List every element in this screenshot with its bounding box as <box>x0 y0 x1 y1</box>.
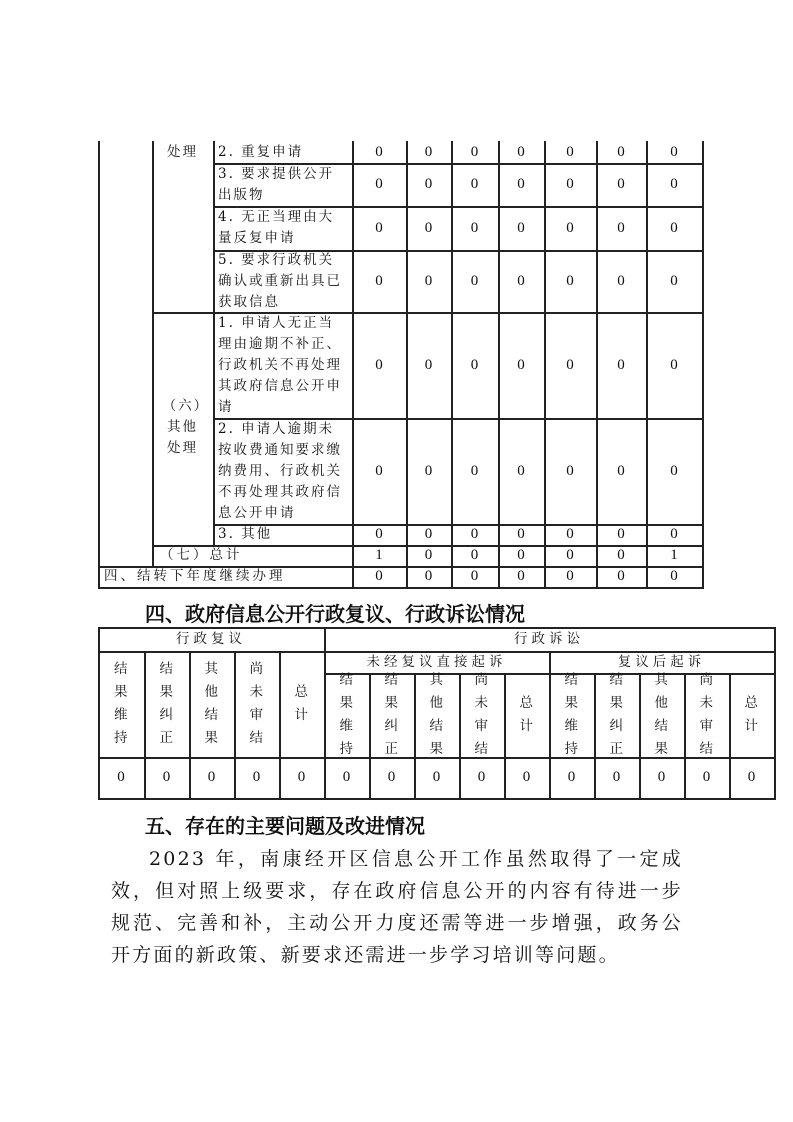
table-cell-text: 0 <box>566 219 574 236</box>
table-cell-text: 0 <box>617 526 625 542</box>
row-label <box>213 141 352 163</box>
after-review-column-header <box>729 673 774 757</box>
review-column-header-text: 结果纠正 <box>159 661 175 746</box>
table-cell <box>406 141 451 163</box>
table-cell <box>406 312 451 418</box>
table-cell-text: 0 <box>375 219 383 236</box>
row-label-text: 1. 申请人无正当理由逾期不补正、行政机关不再处理其政府信息公开申请 <box>218 314 342 415</box>
row-label <box>213 524 352 545</box>
total-row-label <box>152 545 352 566</box>
review-value-cell <box>279 757 324 798</box>
after-review-value-cell-text: 0 <box>747 769 756 785</box>
table-cell <box>646 524 702 545</box>
table-cell <box>498 312 544 418</box>
table-cell <box>451 524 498 545</box>
carryover-cell <box>352 566 406 587</box>
table-cell <box>352 312 406 418</box>
table-cell <box>596 524 646 545</box>
after-review-column-header-text: 尚未审结 <box>699 672 715 757</box>
row-label <box>213 418 352 524</box>
direct-column-header-text: 结果纠正 <box>384 672 400 757</box>
table-cell-text: 0 <box>670 143 678 160</box>
direct-value-cell-text: 0 <box>432 769 441 785</box>
direct-value-cell-text: 0 <box>342 769 351 785</box>
table-cell <box>646 418 702 524</box>
table-cell-text: 0 <box>517 219 525 236</box>
table-cell-text: 0 <box>566 356 574 373</box>
review-column-header-text: 其他结果 <box>204 661 220 746</box>
table-cell-text: 0 <box>517 176 525 192</box>
table-cell-text: 0 <box>424 143 433 160</box>
table-cell-text: 0 <box>424 219 433 236</box>
row-label-text: 5. 要求行政机关确认或重新出具已获取信息 <box>218 251 342 310</box>
table-cell-text: 0 <box>424 272 433 289</box>
table-cell-text: 0 <box>375 462 383 479</box>
table-cell-text: 0 <box>424 462 433 479</box>
table-cell-text: 0 <box>670 356 678 373</box>
direct-column-header <box>369 673 414 757</box>
total-cell-text: 0 <box>566 547 574 563</box>
table-cell <box>498 163 544 206</box>
table-cell-text: 0 <box>566 462 574 479</box>
carryover-cell <box>596 566 646 587</box>
review-column-header-text: 尚未审结 <box>249 661 265 746</box>
table-cell-text: 0 <box>670 272 678 289</box>
after-review-suit-header-text: 复议后起诉 <box>617 653 706 670</box>
table-cell <box>406 250 451 312</box>
review-column-header-text: 总计 <box>294 684 310 723</box>
section-4-heading: 四、政府信息公开行政复议、行政诉讼情况 <box>145 602 525 626</box>
table-cell <box>646 250 702 312</box>
total-cell <box>451 545 498 566</box>
table-rule <box>98 141 100 589</box>
after-review-column-header-text: 结果纠正 <box>609 672 625 757</box>
section-5-paragraph: 2023 年，南康经开区信息公开工作虽然取得了一定成效，但对照上级要求，存在政府信息公开的内容有待进一步规范、完善和补，主动公开力度还需等进一步增强，政务公开方面的新政策、新要求还需进一步学习培训等问题。 <box>111 848 683 966</box>
table-cell-text: 0 <box>670 176 678 192</box>
table-cell <box>451 250 498 312</box>
total-cell <box>498 545 544 566</box>
table-cell <box>498 141 544 163</box>
total-cell-text: 1 <box>375 547 383 563</box>
carryover-row-label <box>98 566 352 587</box>
after-review-value-cell-text: 0 <box>612 769 621 785</box>
direct-value-cell-text: 0 <box>477 769 486 785</box>
table-cell <box>544 418 596 524</box>
table-cell-text: 0 <box>470 272 479 289</box>
review-value-cell-text: 0 <box>162 769 171 785</box>
after-review-value-cell <box>729 757 774 798</box>
table-cell <box>498 250 544 312</box>
total-row-label-text: （七）总计 <box>160 547 243 563</box>
carryover-cell <box>544 566 596 587</box>
direct-column-header-text: 尚未审结 <box>474 672 490 757</box>
after-review-column-header <box>549 673 594 757</box>
table-cell-text: 0 <box>566 526 574 542</box>
table-cell-text: 0 <box>517 462 525 479</box>
direct-column-header <box>324 673 369 757</box>
row-label-text: 2. 申请人逾期未按收费通知要求缴纳费用、行政机关不再处理其政府信息公开申请 <box>218 420 342 521</box>
carryover-cell-text: 0 <box>566 568 574 584</box>
table-cell <box>596 418 646 524</box>
direct-value-cell-text: 0 <box>522 769 531 785</box>
table-cell-text: 0 <box>470 143 479 160</box>
row-label-text: 3. 其他 <box>218 526 273 542</box>
table-cell <box>451 418 498 524</box>
table-cell <box>544 312 596 418</box>
table-cell-text: 0 <box>470 462 479 479</box>
after-review-column-header-text: 总计 <box>744 695 760 734</box>
direct-column-header <box>459 673 504 757</box>
after-review-value-cell <box>594 757 639 798</box>
after-review-column-header-text: 结果维持 <box>564 672 580 757</box>
carryover-cell <box>498 566 544 587</box>
after-review-column-header <box>594 673 639 757</box>
table-cell <box>451 163 498 206</box>
row-label <box>213 250 352 312</box>
table-cell-text: 0 <box>670 462 678 479</box>
review-value-cell-text: 0 <box>252 769 261 785</box>
table-cell <box>544 141 596 163</box>
direct-value-cell <box>369 757 414 798</box>
table-cell <box>544 250 596 312</box>
after-review-value-cell-text: 0 <box>702 769 711 785</box>
table-cell <box>451 206 498 250</box>
total-cell <box>646 545 702 566</box>
review-value-cell-text: 0 <box>297 769 306 785</box>
group-label-other <box>152 312 213 545</box>
row-label <box>213 206 352 250</box>
table-cell-text: 0 <box>375 356 383 373</box>
table-cell <box>352 206 406 250</box>
after-review-value-cell-text: 0 <box>657 769 666 785</box>
review-value-cell-text: 0 <box>117 769 125 785</box>
carryover-cell-text: 0 <box>617 568 625 584</box>
table-cell <box>596 312 646 418</box>
table-cell-text: 0 <box>617 272 625 289</box>
table-cell-text: 0 <box>375 176 383 192</box>
table-cell-text: 0 <box>566 272 574 289</box>
table-cell <box>406 163 451 206</box>
table-cell-text: 0 <box>617 143 625 160</box>
direct-value-cell <box>459 757 504 798</box>
review-value-cell <box>144 757 189 798</box>
table-cell-text: 0 <box>517 526 525 542</box>
group-label-chuli <box>152 141 213 163</box>
table-cell-text: 0 <box>517 272 525 289</box>
table-cell-text: 0 <box>517 143 525 160</box>
after-review-value-cell <box>684 757 729 798</box>
section-5-heading: 五、存在的主要问题及改进情况 <box>145 814 425 838</box>
total-cell <box>544 545 596 566</box>
table-cell <box>406 418 451 524</box>
table-cell-text: 0 <box>375 143 383 160</box>
after-review-value-cell <box>639 757 684 798</box>
total-cell <box>596 545 646 566</box>
review-value-cell <box>189 757 234 798</box>
total-cell-text: 0 <box>517 547 525 563</box>
row-label <box>213 312 352 418</box>
table-cell <box>352 418 406 524</box>
table-cell-text: 0 <box>375 526 383 542</box>
total-cell-text: 0 <box>424 547 433 563</box>
direct-column-header-text: 结果维持 <box>339 672 355 757</box>
table-cell <box>498 418 544 524</box>
table-cell <box>544 206 596 250</box>
total-cell-text: 0 <box>470 547 479 563</box>
table-cell <box>544 163 596 206</box>
table-cell <box>646 141 702 163</box>
review-column-header <box>98 651 144 757</box>
after-review-column-header <box>639 673 684 757</box>
row-label-text: 2. 重复申请 <box>218 143 304 160</box>
after-review-value-cell-text: 0 <box>567 769 576 785</box>
direct-value-cell <box>414 757 459 798</box>
table-cell <box>352 141 406 163</box>
table-cell <box>451 141 498 163</box>
row-label-text: 4. 无正当理由大量反复申请 <box>218 209 335 246</box>
table-cell <box>596 250 646 312</box>
row-label-text: 3. 要求提供公开出版物 <box>218 165 335 203</box>
carryover-cell-text: 0 <box>670 568 678 584</box>
table-cell-text: 0 <box>424 356 433 373</box>
review-column-header <box>279 651 324 757</box>
direct-value-cell <box>324 757 369 798</box>
table-cell <box>352 250 406 312</box>
table-cell-text: 0 <box>375 272 383 289</box>
carryover-cell-text: 0 <box>470 568 479 584</box>
table-cell-text: 0 <box>617 176 625 192</box>
table-cell-text: 0 <box>470 526 479 542</box>
table-cell <box>596 206 646 250</box>
table-cell <box>406 524 451 545</box>
carryover-cell <box>646 566 702 587</box>
total-cell <box>352 545 406 566</box>
carryover-cell <box>451 566 498 587</box>
table-cell <box>596 163 646 206</box>
direct-value-cell-text: 0 <box>387 769 396 785</box>
after-review-column-header-text: 其他结果 <box>654 672 670 757</box>
table-cell <box>544 524 596 545</box>
review-value-cell-text: 0 <box>207 769 216 785</box>
table-cell-text: 0 <box>424 176 433 192</box>
row-label <box>213 163 352 206</box>
table-cell <box>406 206 451 250</box>
after-review-value-cell <box>549 757 594 798</box>
table-cell-text: 0 <box>517 356 525 373</box>
table-cell-text: 0 <box>470 219 479 236</box>
direct-suit-header-text: 未经复议直接起诉 <box>366 653 507 670</box>
carryover-cell-text: 0 <box>424 568 433 584</box>
review-value-cell <box>98 757 144 798</box>
direct-value-cell <box>504 757 549 798</box>
group-label-other-text: （六）其他处理 <box>162 398 203 456</box>
direct-column-header <box>414 673 459 757</box>
litigation-header <box>324 627 774 651</box>
review-value-cell <box>234 757 279 798</box>
table-cell <box>352 524 406 545</box>
after-review-column-header <box>684 673 729 757</box>
table-cell-text: 0 <box>566 143 574 160</box>
carryover-cell <box>406 566 451 587</box>
group-label-chuli-text: 处理 <box>167 143 198 160</box>
total-cell <box>406 545 451 566</box>
table-cell-text: 0 <box>670 526 678 542</box>
table-cell <box>451 312 498 418</box>
table-cell <box>646 312 702 418</box>
table-cell <box>646 206 702 250</box>
table-cell <box>646 163 702 206</box>
total-cell-text: 0 <box>617 547 625 563</box>
table-cell-text: 0 <box>470 176 479 192</box>
table-rule <box>98 587 704 589</box>
table-cell-text: 0 <box>470 356 479 373</box>
table-cell <box>352 163 406 206</box>
carryover-row-label-text: 四、结转下年度继续办理 <box>104 568 286 584</box>
review-column-header <box>144 651 189 757</box>
table-cell-text: 0 <box>424 526 433 542</box>
review-header-text: 行政复议 <box>176 630 246 647</box>
review-column-header <box>234 651 279 757</box>
carryover-cell-text: 0 <box>517 568 525 584</box>
review-header <box>98 627 324 651</box>
litigation-header-text: 行政诉讼 <box>514 630 584 647</box>
table-cell-text: 0 <box>617 219 625 236</box>
carryover-cell-text: 0 <box>375 568 383 584</box>
direct-column-header-text: 总计 <box>519 695 535 734</box>
direct-column-header-text: 其他结果 <box>429 672 445 757</box>
total-cell-text: 1 <box>670 547 678 563</box>
table-rule <box>702 141 704 589</box>
table-cell-text: 0 <box>566 176 574 192</box>
table-cell-text: 0 <box>617 462 625 479</box>
review-column-header-text: 结果维持 <box>114 661 130 746</box>
table-cell-text: 0 <box>617 356 625 373</box>
table-rule <box>98 798 776 800</box>
table-rule <box>774 627 776 800</box>
review-column-header <box>189 651 234 757</box>
table-cell <box>498 524 544 545</box>
table-cell-text: 0 <box>670 219 678 236</box>
direct-column-header <box>504 673 549 757</box>
table-cell <box>498 206 544 250</box>
table-cell <box>596 141 646 163</box>
